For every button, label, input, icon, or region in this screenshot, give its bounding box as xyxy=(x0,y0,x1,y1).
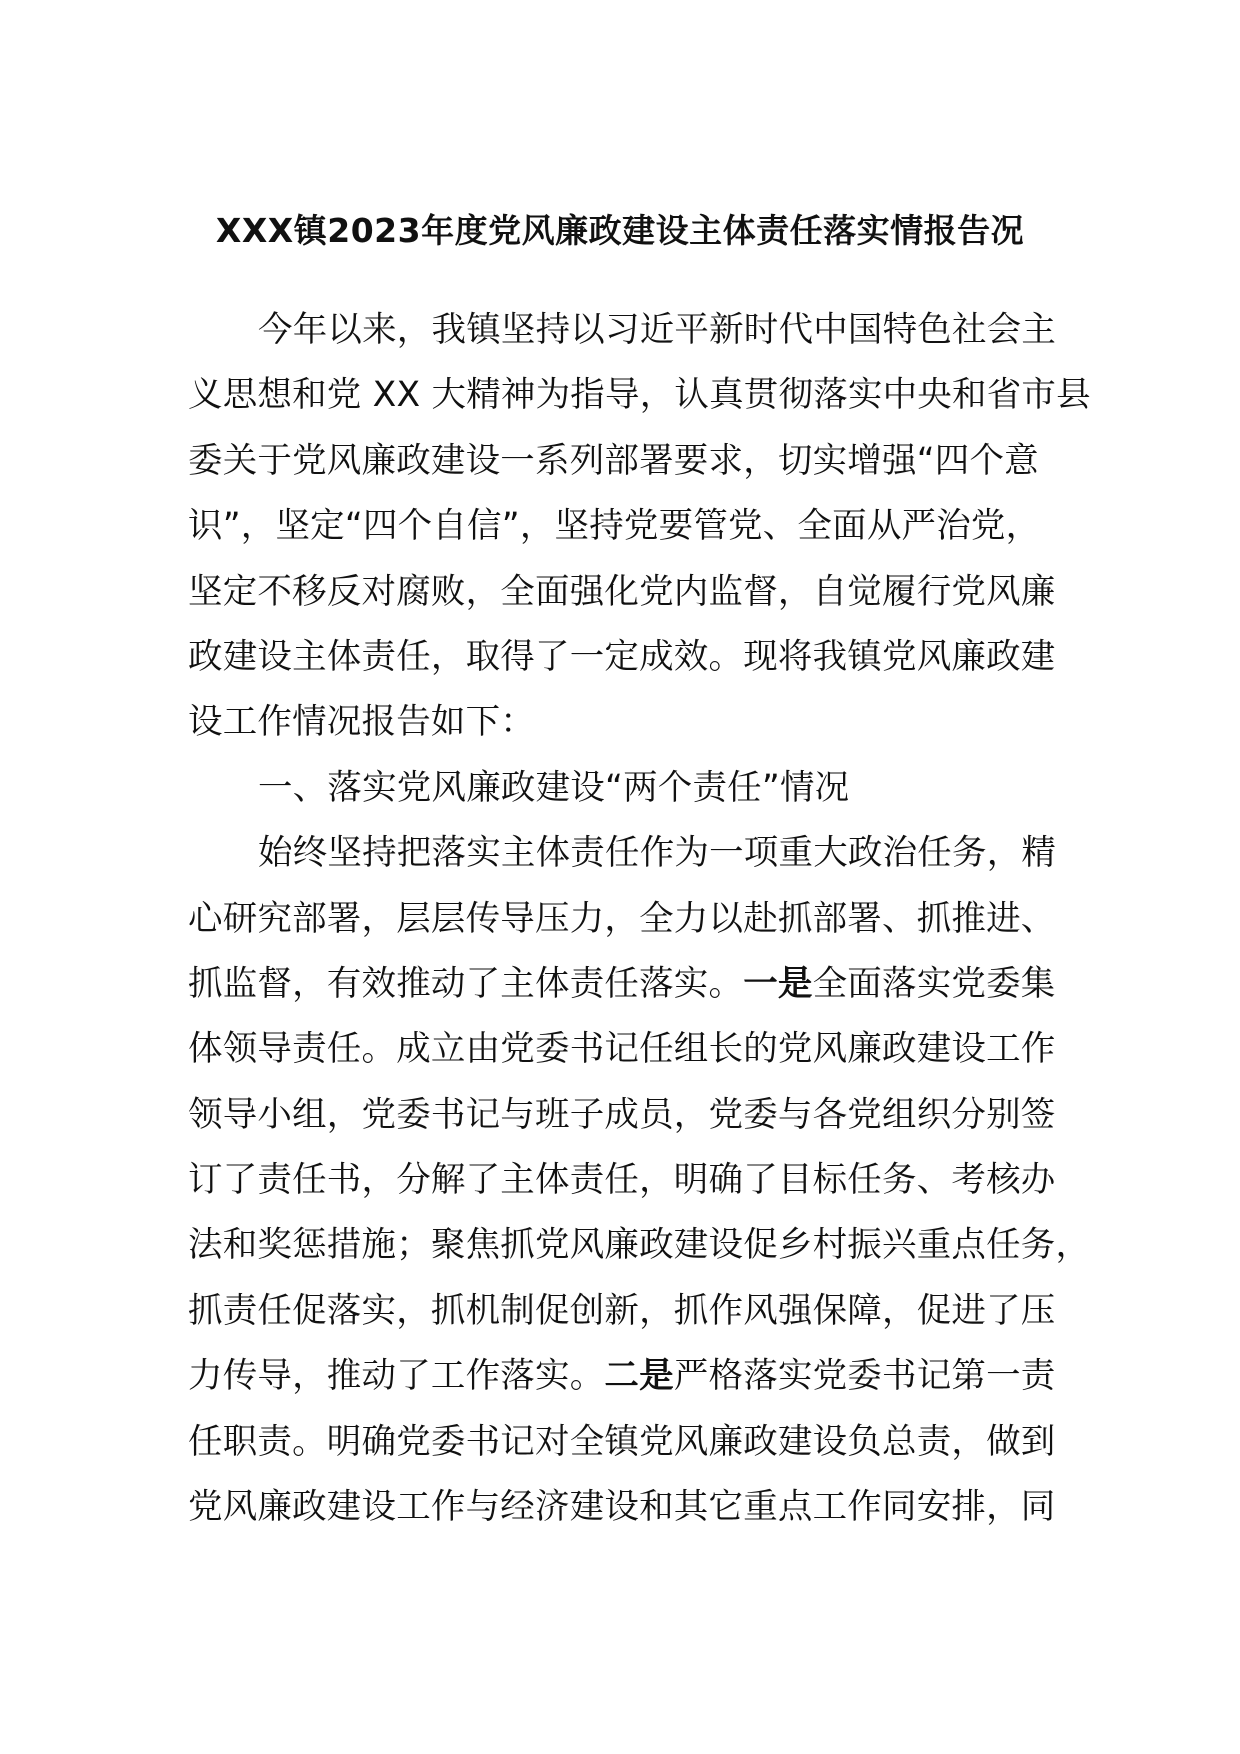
paragraph-line xyxy=(188,367,1091,432)
paragraph-line xyxy=(188,1152,1058,1217)
paragraph-line xyxy=(188,433,1058,498)
paragraph-line xyxy=(188,1414,1058,1479)
line-text: 抓责任促落实，抓机制促创新，抓作风强保障，促进了压 xyxy=(188,1290,1056,1331)
line-text: 严格落实党委书记第一责 xyxy=(673,1356,1056,1397)
line-text: 力传导，推动了工作落实。 xyxy=(188,1356,605,1397)
paragraph-line xyxy=(188,694,1058,759)
line-text: 识”，坚定“四个自信”，坚持党要管党、全面从严治党， xyxy=(188,506,1041,547)
line-text: 委关于党风廉政建设一系列部署要求，切实增强“四个意 xyxy=(188,440,1039,481)
line-text: 党风廉政建设工作与经济建设和其它重点工作同安排，同 xyxy=(188,1487,1056,1528)
emphasis-text: 一是 xyxy=(743,963,813,1004)
line-text: 领导小组，党委书记与班子成员，党委与各党组织分别签 xyxy=(188,1094,1056,1135)
paragraph-line xyxy=(188,1348,1058,1413)
emphasis-text: 二是 xyxy=(604,1356,674,1397)
paragraph-line xyxy=(188,1087,1058,1152)
line-text: 一、落实党风廉政建设“两个责任”情况 xyxy=(258,767,850,808)
paragraph-line xyxy=(188,629,1058,694)
line-text: 设工作情况报告如下： xyxy=(188,702,535,743)
line-text: 全面落实党委集 xyxy=(812,963,1056,1004)
paragraph-line xyxy=(188,1283,1058,1348)
line-text: 抓监督，有效推动了主体责任落实。 xyxy=(188,963,744,1004)
paragraph-line xyxy=(188,760,1058,825)
line-text: 体领导责任。成立由党委书记任组长的党风廉政建设工作 xyxy=(188,1029,1056,1070)
paragraph-line xyxy=(188,564,1058,629)
line-text: 法和奖惩措施；聚焦抓党风廉政建设促乡村振兴重点任务， xyxy=(188,1225,1091,1266)
line-text: 政建设主体责任，取得了一定成效。现将我镇党风廉政建 xyxy=(188,636,1056,677)
paragraph-line xyxy=(188,891,1058,956)
paragraph-line xyxy=(188,302,1058,367)
paragraph-line xyxy=(188,1479,1058,1544)
document-body xyxy=(188,302,1091,1544)
line-text: 义思想和党 XX 大精神为指导，认真贯彻落实中央和省市县 xyxy=(188,375,1091,416)
paragraph-line xyxy=(188,1021,1058,1086)
line-text: 订了责任书，分解了主体责任，明确了目标任务、考核办 xyxy=(188,1160,1056,1201)
paragraph-line xyxy=(188,956,1058,1021)
document-title: XXX镇2023年度党风廉政建设主体责任落实情报告况 xyxy=(215,211,1025,250)
line-text: 任职责。明确党委书记对全镇党风廉政建设负总责，做到 xyxy=(188,1421,1056,1462)
line-text: 今年以来，我镇坚持以习近平新时代中国特色社会主 xyxy=(258,310,1057,350)
line-text: 心研究部署，层层传导压力，全力以赴抓部署、抓推进、 xyxy=(188,898,1056,939)
line-text: 坚定不移反对腐败，全面强化党内监督，自觉履行党风廉 xyxy=(188,571,1056,612)
paragraph-line xyxy=(188,498,1058,563)
paragraph-line xyxy=(188,1217,1091,1282)
line-text: 始终坚持把落实主体责任作为一项重大政治任务，精 xyxy=(258,833,1057,874)
paragraph-line xyxy=(188,825,1058,890)
